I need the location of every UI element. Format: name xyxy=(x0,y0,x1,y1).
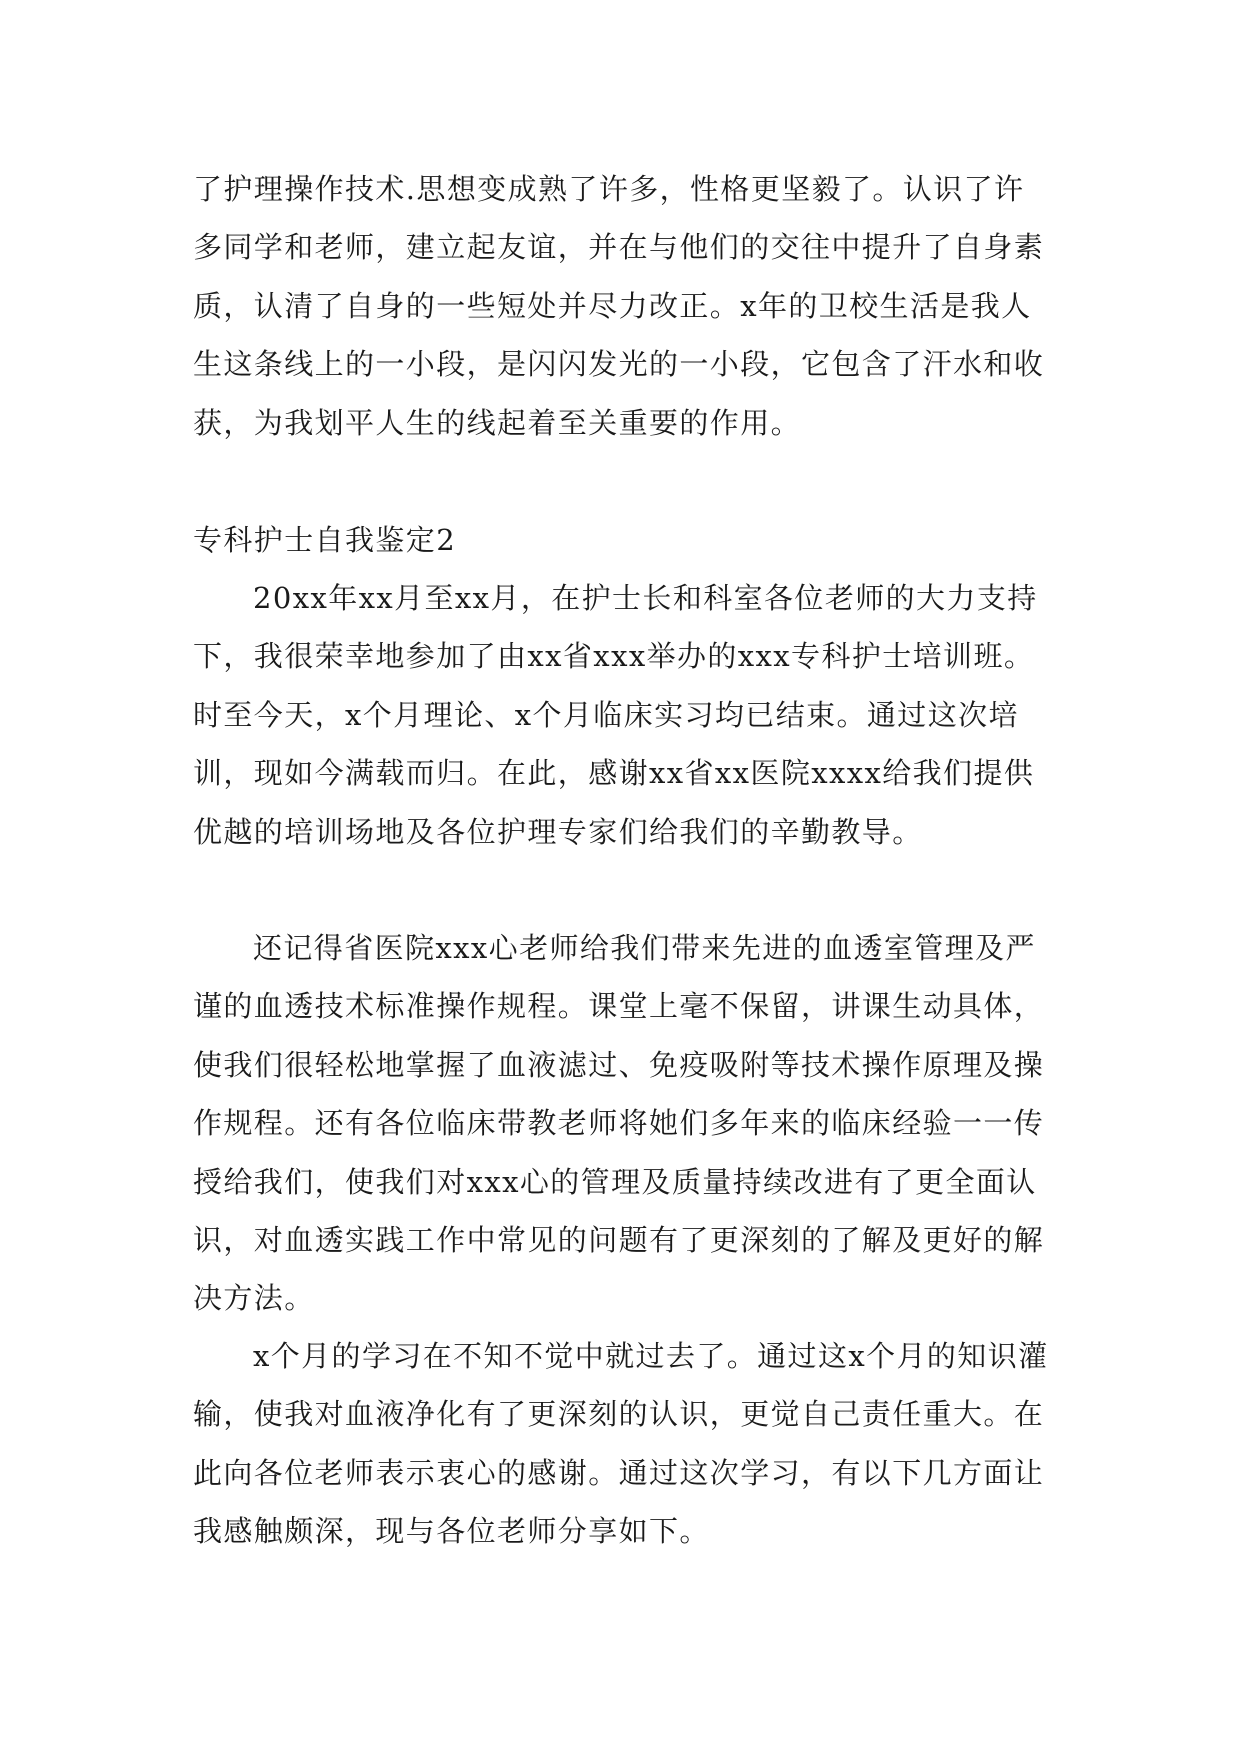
paragraph-3: x个月的学习在不知不觉中就过去了。通过这x个月的知识灌输，使我对血液净化有了更深刻的认识，更觉自己责任重大。在此向各位老师表示衷心的感谢。通过这次学习，有以下几方面让我感触颇深，现与各位老师分享如下。 xyxy=(193,1339,1049,1549)
paragraph-2: 还记得省医院xxx心老师给我们带来先进的血透室管理及严谨的血透技术标准操作规程。课堂上毫不保留，讲课生动具体，使我们很轻松地掌握了血液滤过、免疫吸附等技术操作原理及操作规程。还有各位临床带教老师将她们多年来的临床经验一一传授给我们，使我们对xxx心的管理及质量持续改进有了更全面认识，对血透实践工作中常见的问题有了更深刻的了解及更好的解决方法。 xyxy=(193,931,1045,1316)
section-heading: 专科护士自我鉴定2 xyxy=(193,523,457,557)
paragraph-continued: 了护理操作技术.思想变成熟了许多，性格更坚毅了。认识了许多同学和老师，建立起友谊，并在与他们的交往中提升了自身素质，认清了自身的一些短处并尽力改正。x年的卫校生活是我人生这条线上的一小段，是闪闪发光的一小段，它包含了汗水和收获，为我划平人生的线起着至关重要的作用。 xyxy=(193,172,1045,440)
paragraph-1: 20xx年xx月至xx月，在护士长和科室各位老师的大力支持下，我很荣幸地参加了由xx省xxx举办的xxx专科护士培训班。时至今天，x个月理论、x个月临床实习均已结束。通过这次培训，现如今满载而归。在此，感谢xx省xx医院xxxx给我们提供优越的培训场地及各位护理专家们给我们的辛勤教导。 xyxy=(193,581,1038,849)
